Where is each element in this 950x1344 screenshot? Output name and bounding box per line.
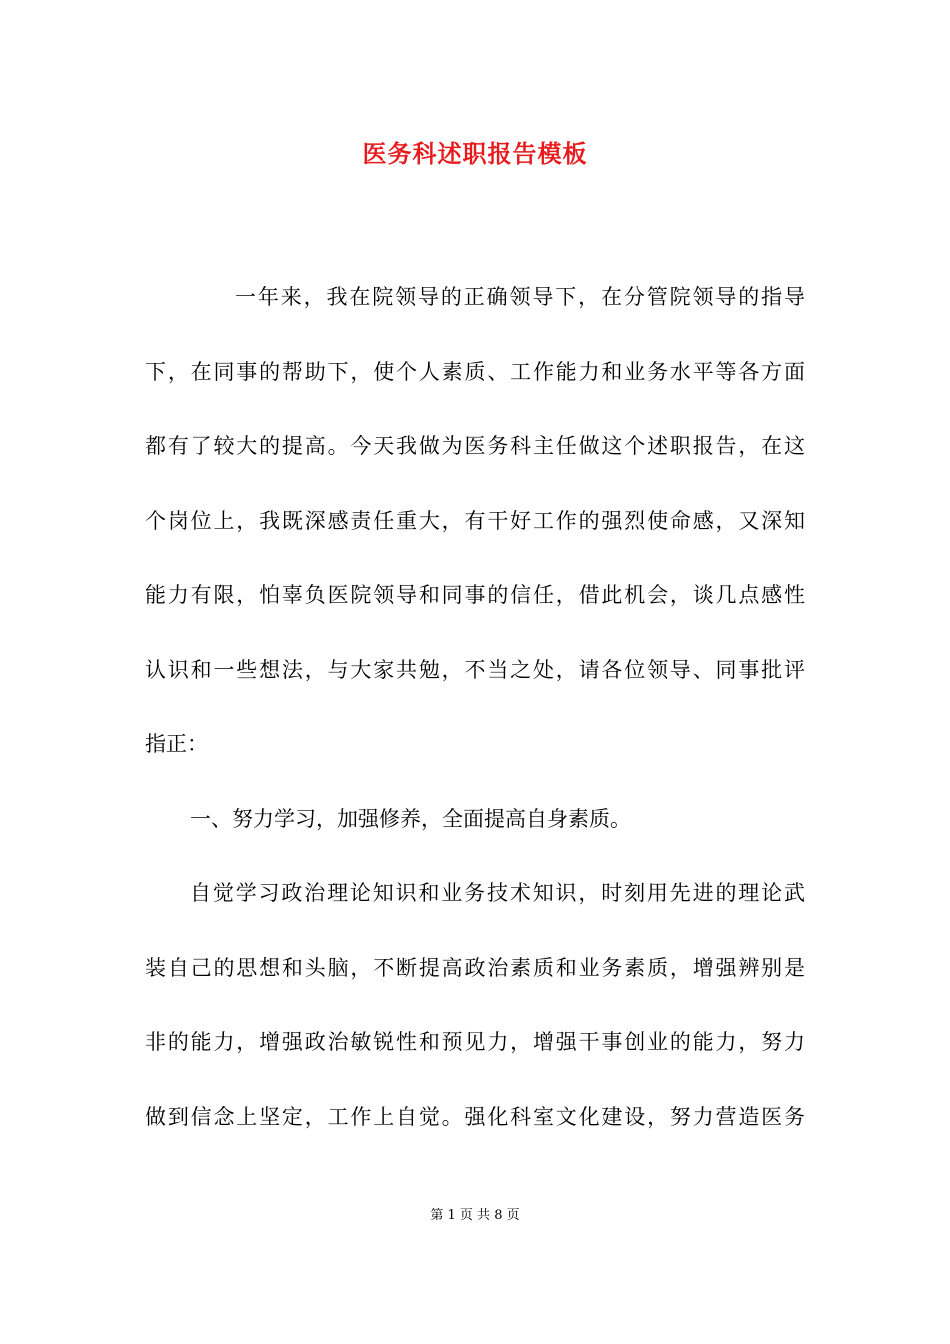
paragraph-line: 一年来，我在院领导的正确领导下，在分管院领导的指导 — [235, 285, 805, 309]
document-title: 医务科述职报告模板 — [362, 139, 588, 168]
paragraph-line: 自觉学习政治理论知识和业务技术知识，时刻用先进的理论武 — [190, 881, 805, 905]
paragraph-line: 下，在同事的帮助下，使个人素质、工作能力和业务水平等各方面 — [145, 359, 805, 384]
paragraph-line: 能力有限，怕辜负医院领导和同事的信任，借此机会，谈几点感性 — [145, 583, 805, 607]
paragraph-line: 指正： — [145, 732, 208, 756]
paragraph-line: 都有了较大的提高。今天我做为医务科主任做这个述职报告，在这 — [145, 434, 805, 458]
paragraph-line: 个岗位上，我既深感责任重大，有干好工作的强烈使命感，又深知 — [145, 508, 805, 533]
document-body — [145, 260, 805, 1154]
section-heading: 一、努力学习，加强修养，全面提高自身素质。 — [190, 806, 631, 831]
paragraph-line: 装自己的思想和头脑，不断提高政治素质和业务素质，增强辨别是 — [145, 955, 805, 980]
paragraph-line: 做到信念上坚定，工作上自觉。强化科室文化建设，努力营造医务 — [145, 1104, 805, 1129]
page-number-footer: 第 1 页 共 8 页 — [430, 1208, 520, 1223]
paragraph-line: 认识和一些想法，与大家共勉，不当之处，请各位领导、同事批评 — [145, 657, 805, 682]
paragraph-line: 非的能力，增强政治敏锐性和预见力，增强干事创业的能力，努力 — [145, 1030, 805, 1054]
